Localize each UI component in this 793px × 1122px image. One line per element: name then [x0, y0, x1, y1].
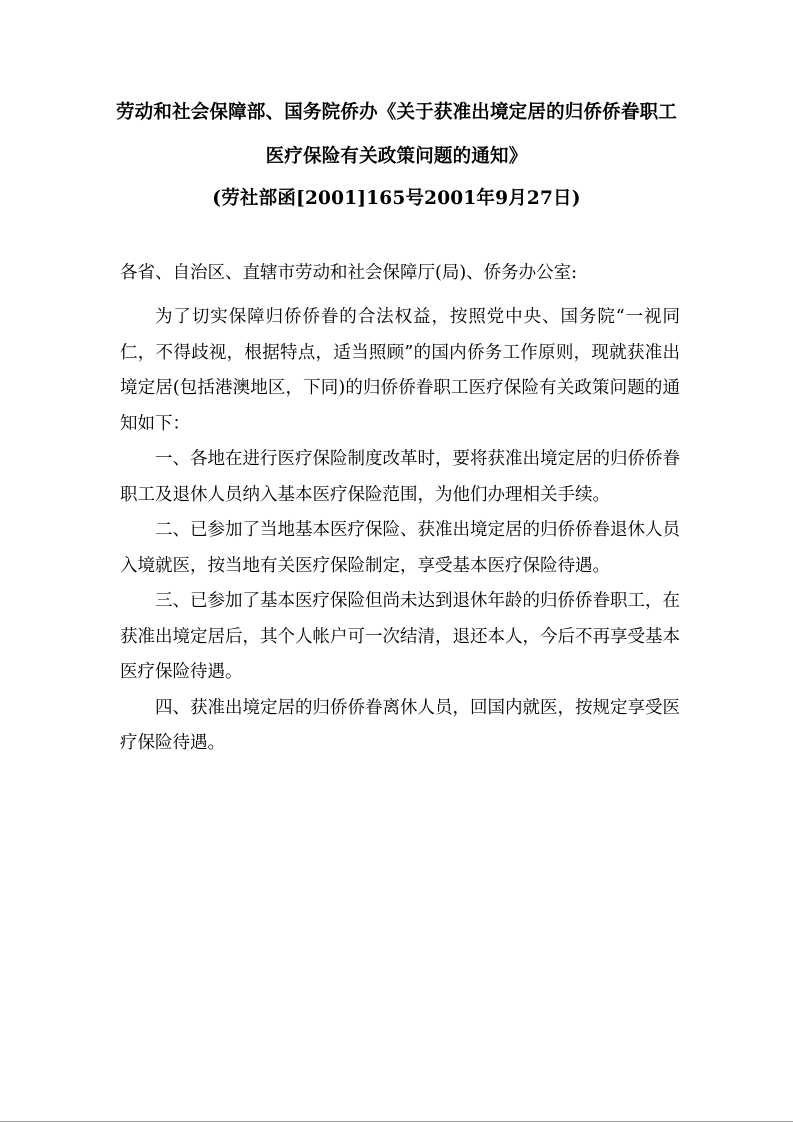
salutation: 各省、自治区、直辖市劳动和社会保障厅(局)、侨务办公室: [120, 263, 578, 283]
paragraph-item-4: 四、获准出境定居的归侨侨眷离休人员，回国内就医，按规定享受医疗保险待遇。 [120, 697, 680, 753]
document-body [120, 300, 680, 762]
paragraph-intro: 为了切实保障归侨侨眷的合法权益，按照党中央、国务院“一视同仁，不得歧视，根据特点，适当照顾”的国内侨务工作原则，现就获准出境定居(包括港澳地区，下同)的归侨侨眷职工医疗保险有关政策问题的通知如下： [120, 307, 680, 434]
paragraph-item-2: 二、已参加了当地基本医疗保险、获准出境定居的归侨侨眷退休人员入境就医，按当地有关医疗保险制定，享受基本医疗保险待遇。 [120, 520, 680, 576]
document-reference-line: (劳社部函[2001]165号2001年9月27日) [212, 188, 581, 209]
paragraph-item-3: 三、已参加了基本医疗保险但尚未达到退休年龄的归侨侨眷职工，在获准出境定居后，其个人帐户可一次结清，退还本人，今后不再享受基本医疗保险待遇。 [120, 591, 680, 682]
paragraph-item-1: 一、各地在进行医疗保险制度改革时，要将获准出境定居的归侨侨眷职工及退休人员纳入基本医疗保险范围，为他们办理相关手续。 [120, 449, 680, 505]
document-title-line-2: 医疗保险有关政策问题的通知》 [265, 146, 528, 167]
document-title-line-1: 劳动和社会保障部、国务院侨办《关于获准出境定居的归侨侨眷职工 [115, 102, 677, 123]
